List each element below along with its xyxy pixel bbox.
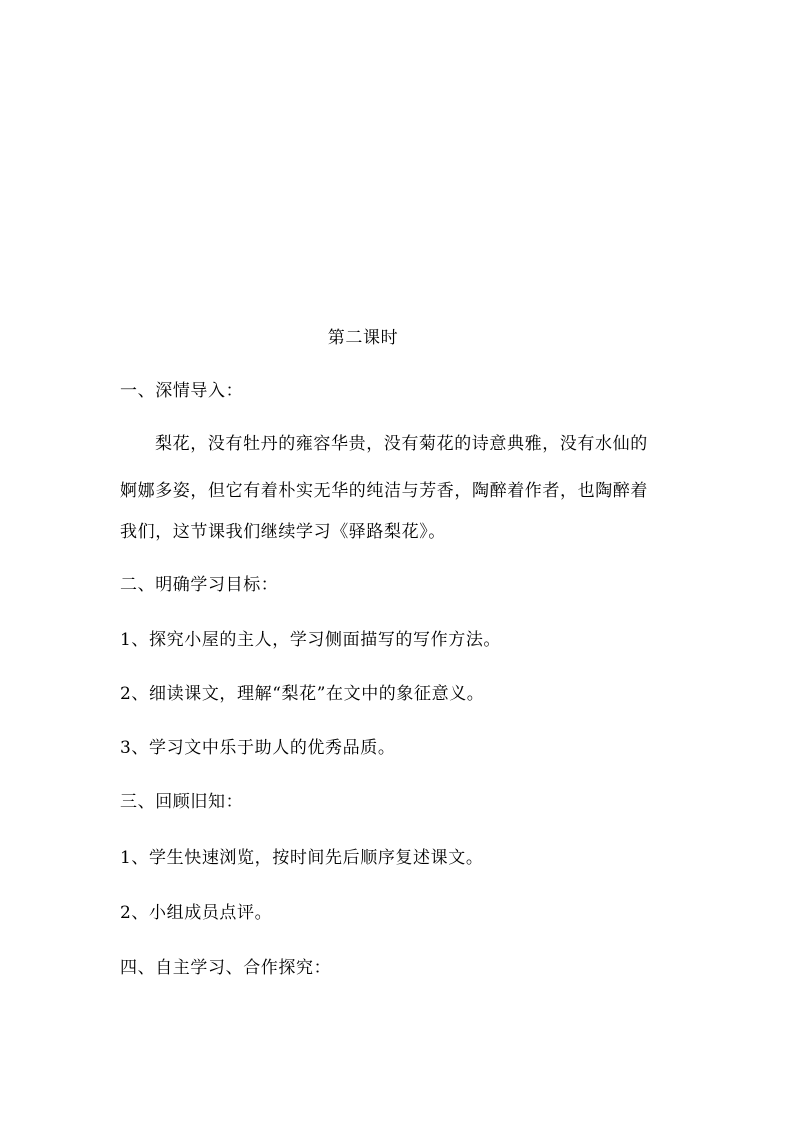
section-3-heading: 三、回顾旧知： (120, 792, 244, 812)
objective-item-3: 3、学习文中乐于助人的优秀品质。 (120, 738, 396, 758)
objective-item-2: 2、细读课文，理解“梨花”在文中的象征意义。 (120, 684, 485, 704)
section-4-heading: 四、自主学习、合作探究： (120, 958, 332, 978)
lesson-title: 第二课时 (327, 328, 399, 348)
review-item-2: 2、小组成员点评。 (120, 903, 273, 923)
paragraph-line-1: 梨花，没有牡丹的雍容华贵，没有菊花的诗意典雅，没有水仙的 (155, 434, 648, 454)
section-2-heading: 二、明确学习目标： (120, 575, 279, 595)
review-item-1: 1、学生快速浏览，按时间先后顺序复述课文。 (120, 848, 484, 868)
objective-item-1: 1、探究小屋的主人，学习侧面描写的写作方法。 (120, 630, 502, 650)
paragraph-line-2: 婀娜多姿，但它有着朴实无华的纯洁与芳香，陶醉着作者，也陶醉着 (120, 481, 648, 501)
section-1-heading: 一、深情导入： (120, 381, 244, 401)
paragraph-line-3: 我们，这节课我们继续学习《驿路梨花》。 (120, 522, 446, 542)
